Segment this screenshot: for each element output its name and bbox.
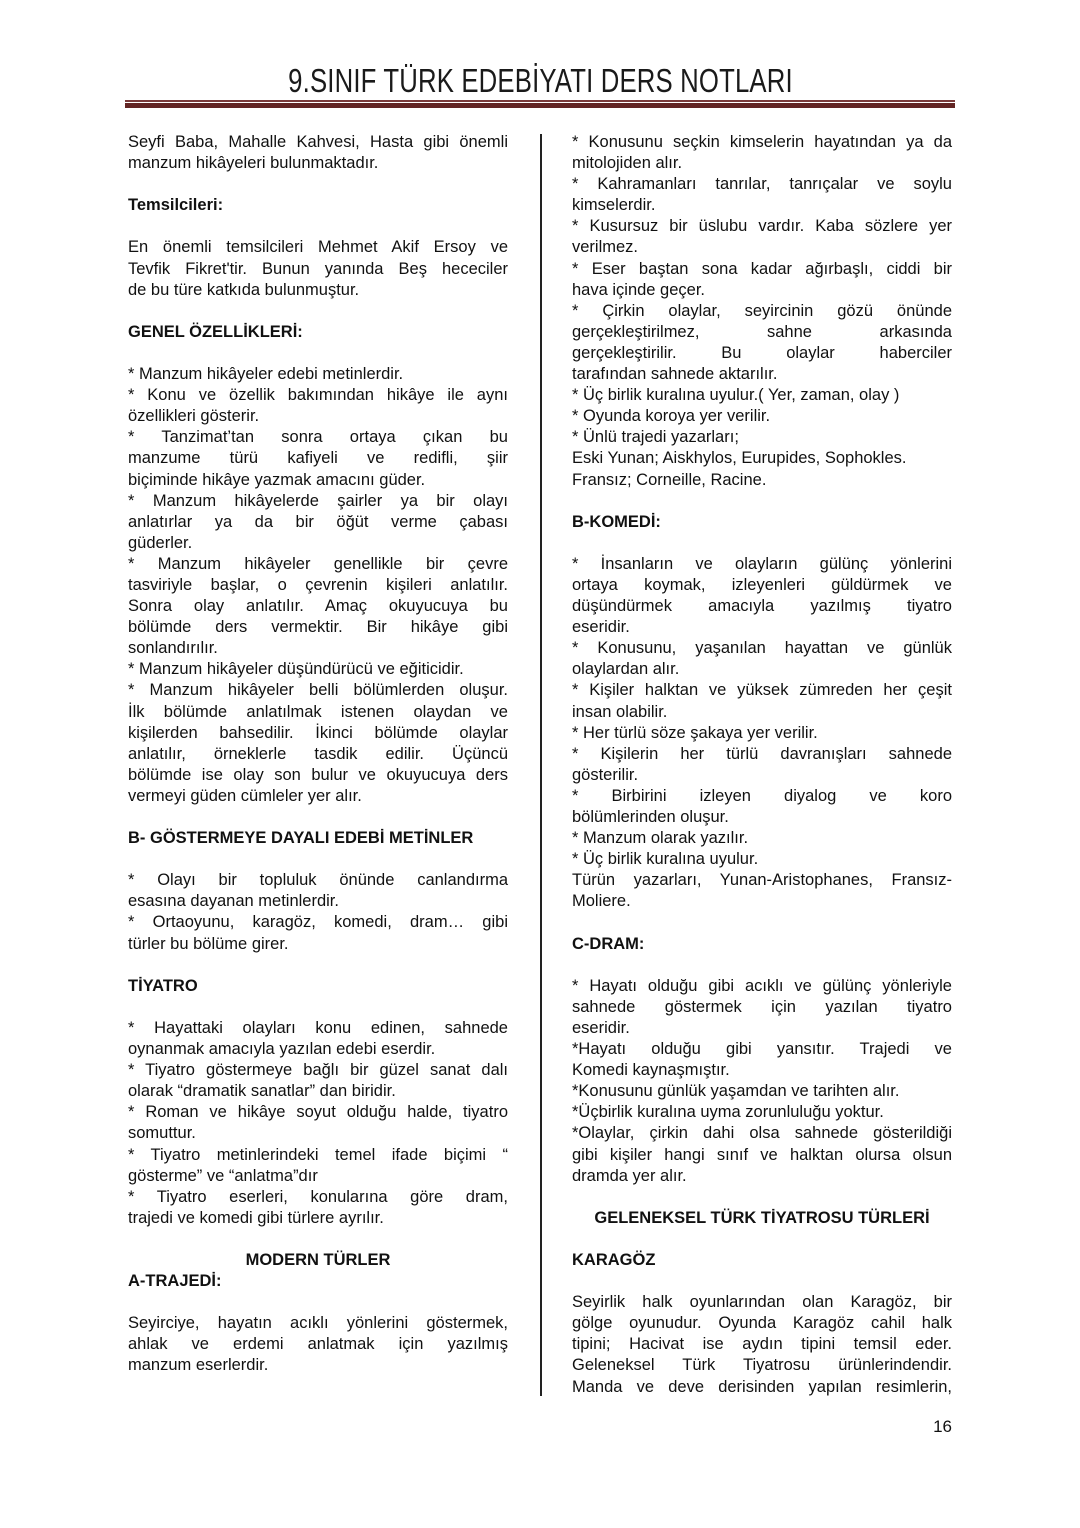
text-line: olaylardan alır. (572, 660, 680, 679)
text-line: * Çirkin olaylar, seyircinin gözü önünde (572, 301, 952, 320)
paragraph (572, 132, 952, 174)
paragraph (572, 680, 952, 722)
paragraph (572, 638, 952, 680)
text-line: manzume türü kafiyeli ve redifli, şiir (128, 449, 508, 468)
text-line: * Konusunu seçkin kimselerin hayatından ya da (572, 133, 952, 151)
text-line: * Konu ve özellik bakımından hikâye ile aynı (128, 386, 508, 405)
paragraph (572, 470, 952, 491)
text-line: manzum eserlerdir. (128, 1356, 269, 1375)
text-line: gerçekleştirilmez, sahne arkasında (572, 322, 952, 341)
section-block (572, 1292, 952, 1397)
section-block (128, 322, 508, 343)
text-line: mitolojiden alır. (572, 154, 683, 173)
text-line: özellikleri gösterir. (128, 407, 260, 426)
text-line: de bu türe katkıda bulunmuştur. (128, 280, 360, 299)
section-block (128, 870, 508, 954)
paragraph (572, 723, 952, 744)
header-rule-thick (125, 103, 955, 108)
text-line: Moliere. (572, 892, 631, 911)
text-line: somuttur. (128, 1124, 196, 1143)
text-line: Manda ve deve derisinden yapılan resimlerin, (572, 1377, 952, 1396)
left-column (128, 132, 508, 1398)
section-block (572, 1208, 952, 1229)
section-heading: TİYATRO (128, 976, 198, 995)
section-heading: B- GÖSTERMEYE DAYALI EDEBİ METİNLER (128, 829, 474, 848)
paragraph (128, 659, 508, 680)
text-line: * Her türlü söze şakaya yer verilir. (572, 723, 818, 742)
section-block (128, 1313, 508, 1376)
paragraph (572, 406, 952, 427)
text-line: kimselerdir. (572, 196, 656, 215)
text-line: * Kahramanları tanrılar, tanrıçalar ve soylu (572, 175, 952, 194)
text-line: * Ünlü trajedi yazarları; (572, 428, 739, 447)
text-line: *Hayatı olduğu gibi yansıtır. Trajedi ve (572, 1040, 952, 1059)
paragraph (572, 554, 952, 638)
section-heading-centered: GELENEKSEL TÜRK TİYATROSU TÜRLERİ (594, 1208, 930, 1227)
section-heading: B-KOMEDİ: (572, 512, 661, 531)
paragraph (572, 744, 952, 786)
text-line: * Kişilerin her türlü davranışları sahnede (572, 744, 952, 763)
paragraph (128, 912, 508, 954)
paragraph (572, 976, 952, 1039)
text-line: gölge oyunudur. Oyunda Karagöz cahil halk (572, 1314, 952, 1333)
text-line: * Eser baştan sona kadar ağırbaşlı, ciddi bir (572, 259, 952, 278)
section-block (128, 1018, 508, 1229)
text-line: * Hayattaki olayları konu edinen, sahnede (128, 1018, 508, 1037)
column-divider (540, 134, 542, 1396)
text-line: anlatırlar ya da bir öğüt verme çabası (128, 512, 508, 531)
text-line: *Olaylar, çirkin dahi olsa sahnede gösterildiği (572, 1124, 952, 1143)
section-block (572, 934, 952, 955)
paragraph (572, 828, 952, 849)
section-block (128, 237, 508, 300)
paragraph (128, 491, 508, 554)
text-line: düşündürmek amacıyla yazılmış tiyatro (572, 597, 952, 616)
text-line: tasviriyle başlar, o çevrenin kişileri anlatılır. (128, 575, 508, 594)
text-line: bölümlerinden oluşur. (572, 808, 729, 826)
text-line: türler bu bölüme girer. (128, 934, 289, 953)
section-heading: GENEL ÖZELLİKLERİ: (128, 322, 303, 341)
text-line: * Manzum hikâyeler belli bölümlerden oluşur. (128, 681, 508, 700)
text-line: Geleneksel Türk Tiyatrosu ürünlerindendir. (572, 1356, 952, 1375)
text-line: Fransız; Corneille, Racine. (572, 470, 767, 489)
paragraph (128, 1018, 508, 1060)
section-heading: KARAGÖZ (572, 1250, 656, 1269)
text-line: oynanmak amacıyla yazılan edebi eserdir. (128, 1040, 436, 1059)
text-line: * Üç birlik kuralına uyulur. (572, 850, 759, 869)
paragraph (572, 427, 952, 448)
text-line: * Manzum hikâyeler düşündürücü ve eğiticidir. (128, 660, 464, 679)
paragraph (572, 301, 952, 385)
text-line: gibi kişiler hangi sınıf ve halktan olursa olsun (572, 1145, 952, 1164)
text-line: dramda yer alır. (572, 1166, 687, 1185)
text-line: verilmez. (572, 238, 639, 257)
paragraph (572, 216, 952, 258)
text-line: hava içinde geçer. (572, 280, 706, 299)
section-block (572, 1250, 952, 1271)
paragraph (572, 1081, 952, 1102)
text-line: trajedi ve komedi gibi türlere ayrılır. (128, 1208, 384, 1227)
paragraph (572, 786, 952, 828)
section-block (572, 554, 952, 913)
text-line: * Manzum hikâyelerde şairler ya bir olayı (128, 491, 508, 510)
section-heading: C-DRAM: (572, 934, 645, 953)
text-line: * Tiyatro eserleri, konularına göre dram, (128, 1187, 508, 1206)
text-line: * Kusursuz bir üslubu vardır. Kaba sözlere yer (572, 217, 952, 236)
text-line: Seyirlik halk oyunlarından olan Karagöz, bir (572, 1293, 952, 1312)
text-line: ortaya koymak, izleyenleri güldürmek ve (572, 575, 952, 594)
paragraph (572, 870, 952, 912)
text-line: *Üçbirlik kuralına uyma zorunluluğu yoktur. (572, 1103, 884, 1122)
text-line: gösterme” ve “anlatma”dır (128, 1166, 318, 1185)
text-line: * Üç birlik kuralına uyulur.( Yer, zaman, olay ) (572, 386, 900, 405)
text-line: tipini; Hacivat ise aydın tipini temsil eder. (572, 1335, 952, 1354)
text-line: sahnede göstermek için yazılan tiyatro (572, 997, 952, 1016)
section-block (572, 512, 952, 533)
section-block (572, 132, 952, 491)
paragraph (128, 1187, 508, 1229)
paragraph (572, 1102, 952, 1123)
paragraph (572, 174, 952, 216)
text-line: bölümde ders vermektir. Bir hikâye gibi (128, 618, 508, 637)
text-line: * Olayı bir topluluk önünde canlandırma (128, 871, 508, 890)
paragraph (128, 554, 508, 659)
page-header (0, 62, 1080, 100)
paragraph (572, 849, 952, 870)
section-block (128, 1250, 508, 1292)
section-block (128, 364, 508, 807)
paragraph (128, 680, 508, 807)
paragraph (128, 132, 508, 174)
section-block (128, 828, 508, 849)
paragraph (128, 1313, 508, 1376)
text-line: gösterilir. (572, 765, 639, 784)
section-block (128, 132, 508, 174)
text-line: * Konusunu, yaşanılan hayattan ve günlük (572, 639, 952, 658)
text-line: Seyfi Baba, Mahalle Kahvesi, Hasta gibi önemli (128, 133, 508, 151)
text-line: esasına dayanan metinlerdir. (128, 892, 339, 911)
text-line: En önemli temsilcileri Mehmet Akif Ersoy ve (128, 238, 508, 257)
paragraph (572, 1292, 952, 1397)
paragraph (128, 1145, 508, 1187)
paragraph (572, 1123, 952, 1186)
text-line: kişilerden bahsedilir. İkinci bölümde olaylar (128, 723, 508, 742)
text-line: ahlak ve erdemi anlatmak için yazılmış (128, 1335, 508, 1354)
text-line: * Tiyatro metinlerindeki temel ifade biçimi “ (128, 1145, 508, 1164)
page-number: 16 (933, 1417, 952, 1436)
text-line: İlk bölümde anlatılmak istenen olaydan ve (128, 702, 508, 721)
section-block (128, 976, 508, 997)
text-line: manzum hikâyeleri bulunmaktadır. (128, 154, 379, 173)
text-line: * Tanzimat’tan sonra ortaya çıkan bu (128, 428, 508, 447)
text-line: Türün yazarları, Yunan-Aristophanes, Fransız- (572, 871, 952, 890)
text-line: * Tiyatro göstermeye bağlı bir güzel sanat dalı (128, 1061, 508, 1080)
text-line: insan olabilir. (572, 702, 668, 721)
text-line: gerçekleştirilir. Bu olaylar haberciler (572, 343, 952, 362)
text-line: vermeyi güden cümleler yer alır. (128, 786, 362, 805)
paragraph (128, 1060, 508, 1102)
text-line: güderler. (128, 533, 193, 552)
text-line: * Birbirini izleyen diyalog ve koro (572, 786, 952, 805)
section-block (128, 195, 508, 216)
text-line: Eski Yunan; Aiskhylos, Eurupides, Sophokles. (572, 449, 907, 468)
paragraph (128, 427, 508, 490)
text-line: bölümde ise olay son bulur ve okuyucuya ders (128, 765, 508, 784)
text-line: * Manzum hikâyeler genellikle bir çevre (128, 554, 508, 573)
text-line: anlatılır, örneklerle tasdik edilir. Üçüncü (128, 744, 508, 763)
text-line: * Manzum hikâyeler edebi metinlerdir. (128, 365, 404, 384)
paragraph (128, 385, 508, 427)
paragraph (572, 385, 952, 406)
text-line: tarafından sahnede aktarılır. (572, 365, 778, 384)
text-line: * Ortaoyunu, karagöz, komedi, dram… gibi (128, 913, 508, 932)
right-column (572, 132, 952, 1419)
text-line: * Manzum olarak yazılır. (572, 829, 749, 848)
text-line: * İnsanların ve olayların gülünç yönlerini (572, 554, 952, 573)
section-heading: Temsilcileri: (128, 196, 224, 215)
text-line: sonlandırılır. (128, 639, 218, 658)
paragraph (128, 364, 508, 385)
text-line: biçiminde hikâye yazmak amacını güder. (128, 470, 426, 489)
text-line: eseridir. (572, 618, 630, 637)
text-line: * Oyunda koroya yer verilir. (572, 407, 771, 426)
text-line: eseridir. (572, 1018, 630, 1037)
paragraph (572, 1039, 952, 1081)
text-line: * Kişiler halktan ve yüksek zümreden her çeşit (572, 681, 952, 700)
group-heading: MODERN TÜRLER (245, 1250, 391, 1269)
paragraph (128, 1102, 508, 1144)
section-block (572, 976, 952, 1187)
section-heading: A-TRAJEDİ: (128, 1272, 222, 1291)
text-line: Tevfik Fikret'tir. Bunun yanında Beş hececiler (128, 259, 508, 278)
page-title: 9.SINIF TÜRK EDEBİYATI DERS NOTLARI (287, 62, 793, 99)
text-line: * Roman ve hikâye soyut olduğu halde, tiyatro (128, 1103, 508, 1122)
text-line: *Konusunu günlük yaşamdan ve tarihten alır. (572, 1082, 900, 1101)
text-line: olarak “dramatik sanatlar” dan biridir. (128, 1082, 396, 1101)
paragraph (128, 237, 508, 300)
text-line: Komedi kaynaşmıştır. (572, 1061, 730, 1080)
text-line: Sonra olay anlatılır. Amaç okuyucuya bu (128, 597, 508, 616)
text-line: Seyirciye, hayatın acıklı yönlerini göstermek, (128, 1314, 508, 1333)
paragraph (572, 448, 952, 469)
header-rule-thin (125, 100, 955, 102)
paragraph (128, 870, 508, 912)
text-line: * Hayatı olduğu gibi acıklı ve gülünç yönleriyle (572, 976, 952, 995)
paragraph (572, 259, 952, 301)
